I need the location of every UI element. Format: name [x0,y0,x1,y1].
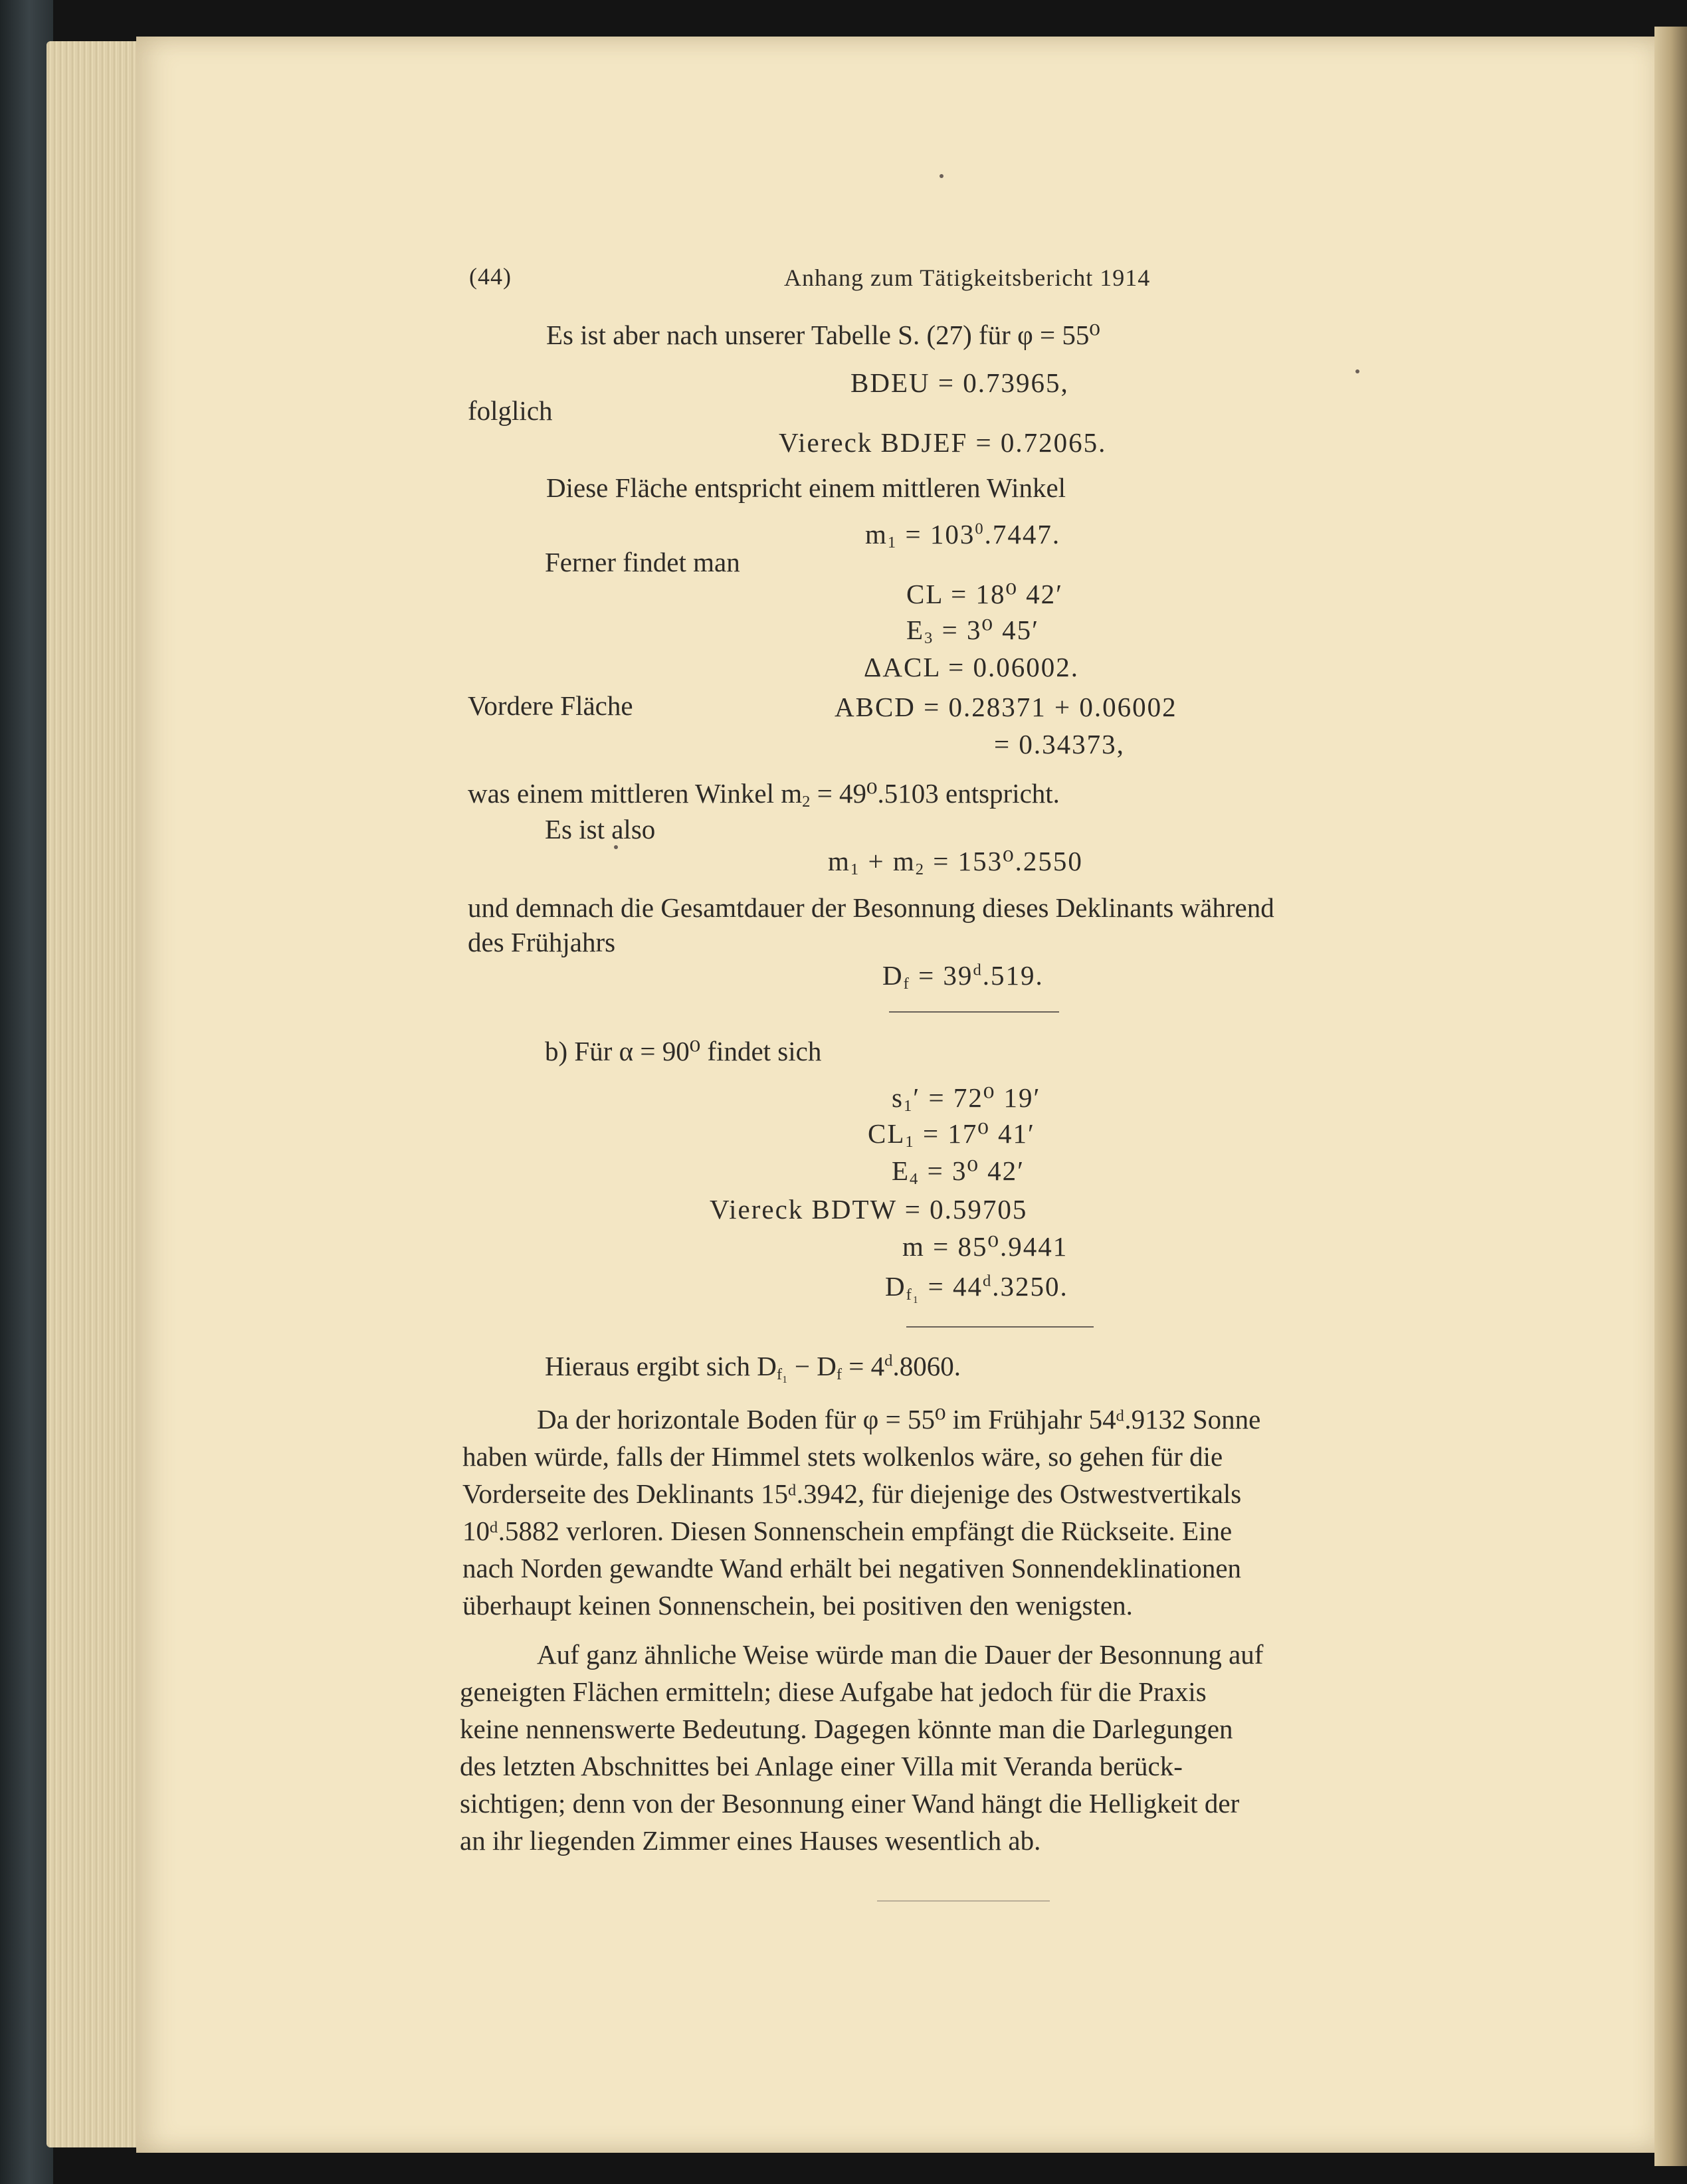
equation-s1: $s_1' = 72^0$ 19′ [892,1082,1041,1116]
running-title: Anhang zum Tätigkeitsbericht 1914 [784,264,1151,291]
equation-m: m = 85⁰.9441 [902,1231,1068,1262]
end-rule [877,1900,1050,1902]
page-edges [47,41,146,2147]
equation-viereck-bdtw: Viereck BDTW = 0.59705 [710,1194,1028,1225]
equation-cl1: $CL_1 = 17^0$ 41′ [868,1118,1035,1151]
text-line: Vordere Fläche [468,690,633,721]
text-line: Hieraus ergibt sich $D_{f_1} - D_f = 4^d.8060$. [545,1351,961,1384]
paragraph-line: Da der horizontale Boden für φ = 55⁰ im Frühjahr 54ᵈ.9132 Sonne [537,1404,1261,1435]
equation-viereck-bdjef: Viereck BDJEF = 0.72065. [779,427,1107,458]
text-line: folglich [468,395,553,426]
paragraph-line: keine nennenswerte Bedeutung. Dagegen könnte man die Darlegungen [460,1714,1233,1744]
equation-e4: $E_4 = 3^0$ 42′ [892,1155,1025,1189]
equation-bdeu: BDEU = 0.73965, [850,367,1069,398]
speck [940,174,943,178]
paragraph-line: des letzten Abschnittes bei Anlage einer Villa mit Veranda berück- [460,1751,1183,1781]
paragraph-line: Auf ganz ähnliche Weise würde man die Dauer der Besonnung auf [537,1639,1264,1670]
equation-m1: $m_1 = 103^0.7447$. [865,519,1061,552]
speck [1355,369,1359,373]
equation-cl: CL = 18⁰ 42′ [906,579,1064,609]
paragraph-line: Vorderseite des Deklinants 15ᵈ.3942, für diejenige des Ostwestvertikals [462,1478,1242,1509]
text-line: und demnach die Gesamtdauer der Besonnung dieses Deklinants während [468,892,1274,923]
paragraph-line: 10ᵈ.5882 verloren. Diesen Sonnenschein empfängt die Rückseite. Eine [462,1516,1233,1546]
equation-m-sum: $m_1 + m_2 = 153^0.2550$ [828,846,1083,879]
text-line: Es ist aber nach unserer Tabelle S. (27) für φ = 55⁰ [546,320,1100,350]
equation-df: $D_f = 39^d.519$. [882,960,1044,993]
section-divider [906,1326,1094,1328]
equation-acl: ΔACL = 0.06002. [864,652,1079,682]
text-line: Ferner findet man [545,547,740,577]
equation-df1: $D_{f_1} = 44^d.3250$. [885,1271,1068,1304]
text-line: Diese Fläche entspricht einem mittleren Winkel [546,472,1066,503]
paragraph-line: nach Norden gewandte Wand erhält bei negativen Sonnendeklinationen [462,1553,1242,1583]
equation-abcd-result: = 0.34373, [994,729,1125,759]
section-divider [889,1011,1059,1013]
paragraph-line: haben würde, falls der Himmel stets wolkenlos wäre, so gehen für die [462,1441,1223,1472]
text-line: b) Für α = 90⁰ findet sich [545,1036,822,1066]
equation-abcd: ABCD = 0.28371 + 0.06002 [835,692,1177,722]
paragraph-line: geneigten Flächen ermitteln; diese Aufgabe hat jedoch für die Praxis [460,1676,1207,1707]
speck [614,845,618,849]
paragraph-line: sichtigen; denn von der Besonnung einer Wand hängt die Helligkeit der [460,1788,1240,1819]
text-line: des Frühjahrs [468,927,616,957]
facing-page-edge [1654,27,1687,2166]
page-number: (44) [469,263,512,290]
text-line: was einem mittleren Winkel $m_2 = 49^0.5103$ entspricht. [468,778,1060,811]
equation-e3: $E_3 = 3^0$ 45′ [906,615,1040,648]
book-spine [0,0,53,2184]
paragraph-line: überhaupt keinen Sonnenschein, bei positiven den wenigsten. [462,1590,1133,1621]
paragraph-line: an ihr liegenden Zimmer eines Hauses wesentlich ab. [460,1825,1041,1856]
text-line: Es ist also [545,814,656,844]
